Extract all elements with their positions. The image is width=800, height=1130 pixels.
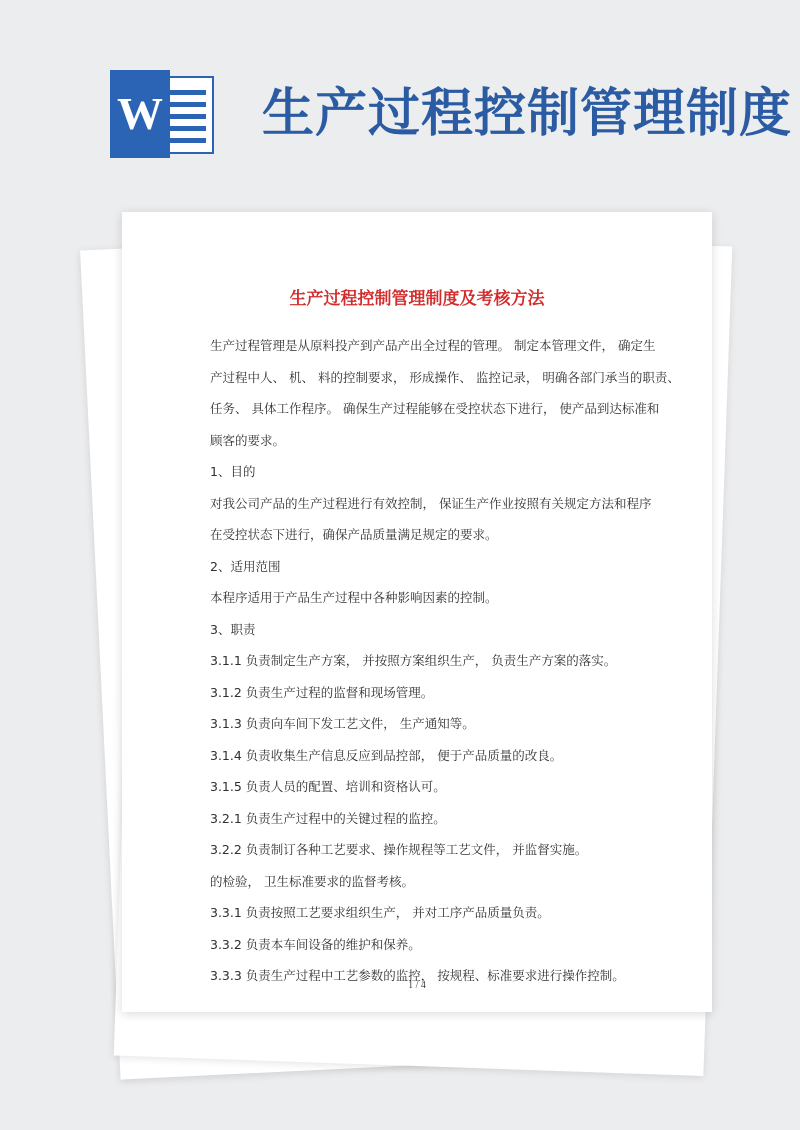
body-line: 产过程中人、 机、 料的控制要求， 形成操作、 监控记录， 明确各部门承当的职责、 xyxy=(210,369,680,385)
word-letter-tile: W xyxy=(110,70,170,158)
section-heading: 3、职责 xyxy=(210,621,256,637)
list-item: 3.2.1 负责生产过程中的关键过程的监控。 xyxy=(210,810,446,826)
list-item: 3.1.5 负责人员的配置、培训和资格认可。 xyxy=(210,779,446,794)
main-title: 生产过程控制管理制度 xyxy=(262,84,793,144)
section-heading: 1、目的 xyxy=(210,464,256,479)
list-item: 3.1.3 负责向车间下发工艺文件， 生产通知等。 xyxy=(210,716,475,731)
body-line: 生产过程管理是从原料投产到产品产出全过程的管理。 制定本管理文件， 确定生 xyxy=(210,338,656,353)
page-number: 1 / 4 xyxy=(408,980,426,991)
list-item: 3.2.2 负责制订各种工艺要求、操作规程等工艺文件， 并监督实施。 xyxy=(210,842,588,857)
list-item: 3.1.1 负责制定生产方案， 并按照方案组织生产， 负责生产方案的落实。 xyxy=(210,653,617,668)
body-line: 的检验， 卫生标准要求的监督考核。 xyxy=(210,873,414,889)
body-line: 顾客的要求。 xyxy=(210,432,286,448)
body-line: 任务、 具体工作程序。 确保生产过程能够在受控状态下进行， 使产品到达标准和 xyxy=(210,401,660,416)
word-document-icon xyxy=(108,70,216,158)
document-title: 生产过程控制管理制度及考核方法 xyxy=(289,289,545,309)
body-line: 在受控状态下进行，确保产品质量满足规定的要求。 xyxy=(210,527,498,542)
list-item: 3.1.4 负责收集生产信息反应到品控部， 便于产品质量的改良。 xyxy=(210,747,563,763)
list-item: 3.3.1 负责按照工艺要求组织生产， 并对工序产品质量负责。 xyxy=(210,905,550,920)
header xyxy=(0,0,800,200)
list-item: 3.3.3 负责生产过程中工艺参数的监控， 按规程、标准要求进行操作控制。 xyxy=(210,968,625,983)
body-line: 本程序适用于产品生产过程中各种影响因素的控制。 xyxy=(210,590,498,605)
list-item: 3.1.2 负责生产过程的监督和现场管理。 xyxy=(210,684,434,700)
body-line: 对我公司产品的生产过程进行有效控制， 保证生产作业按照有关规定方法和程序 xyxy=(210,495,652,511)
document-body xyxy=(210,330,680,992)
list-item: 3.3.2 负责本车间设备的维护和保养。 xyxy=(210,936,421,952)
section-heading: 2、适用范围 xyxy=(210,558,281,574)
document-page xyxy=(122,212,712,1012)
